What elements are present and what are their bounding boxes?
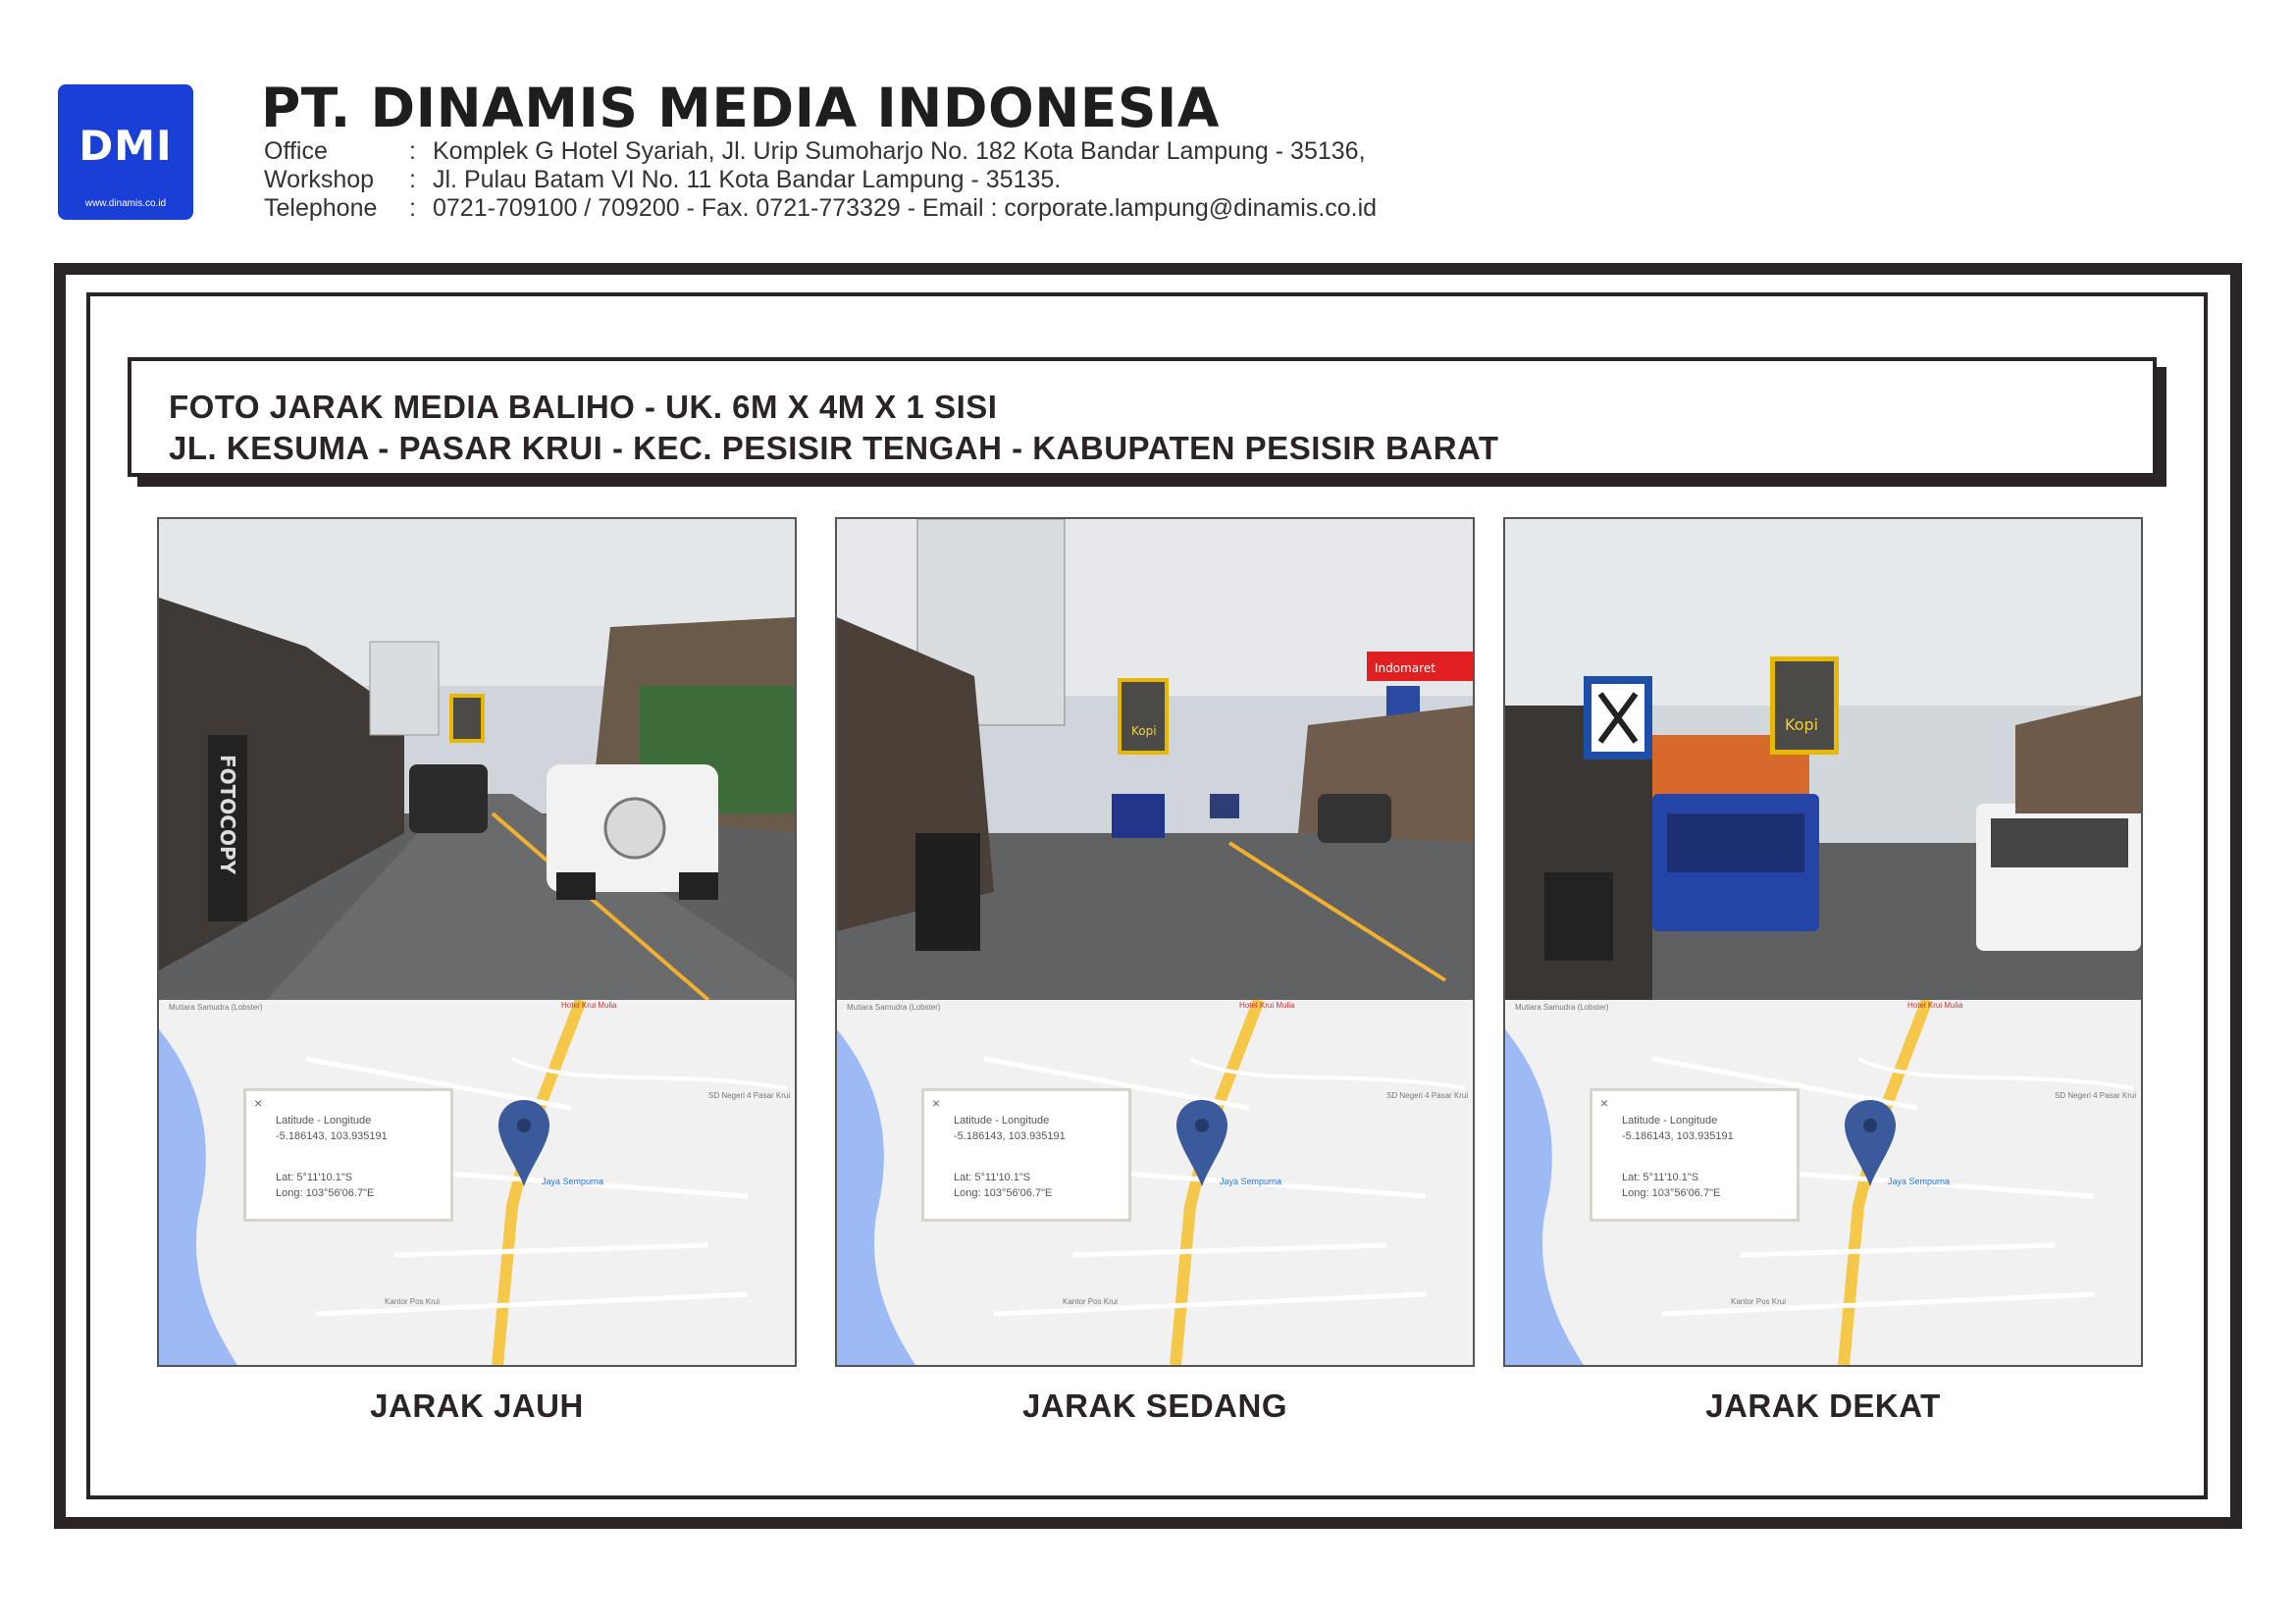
info-key: Telephone [264, 194, 378, 222]
svg-text:Kantor Pos Krui: Kantor Pos Krui [1063, 1297, 1119, 1306]
map-near [1505, 1000, 2141, 1365]
popup-long: Long: 103°56'06.7"E [1622, 1187, 1721, 1199]
company-name: PT. DINAMIS MEDIA INDONESIA [261, 77, 1220, 139]
svg-text:Jaya Sempurna: Jaya Sempurna [1220, 1177, 1282, 1186]
panel-near [1503, 517, 2143, 1367]
svg-text:Kantor Pos Krui: Kantor Pos Krui [1731, 1297, 1787, 1306]
panel-medium [835, 517, 1475, 1367]
photo-near [1505, 519, 2141, 1000]
info-sep: : [409, 194, 416, 222]
svg-text:Kopi: Kopi [1785, 715, 1819, 734]
popup-lat: Lat: 5°11'10.1"S [1622, 1172, 1699, 1183]
logo-mark: DMI [78, 122, 173, 170]
svg-text:Jaya Sempurna: Jaya Sempurna [542, 1177, 604, 1186]
title-box [128, 357, 2157, 477]
indomaret-sign: Indomaret [1375, 661, 1435, 675]
popup-latlng-label: Latitude - Longitude [276, 1115, 372, 1126]
info-key: Workshop [264, 166, 375, 193]
popup-lat: Lat: 5°11'10.1"S [276, 1172, 353, 1183]
svg-text:Mutiara Samudra (Lobster): Mutiara Samudra (Lobster) [847, 1003, 941, 1012]
popup-latlng-value: -5.186143, 103.935191 [954, 1130, 1066, 1142]
popup-long: Long: 103°56'06.7"E [954, 1187, 1053, 1199]
map-popup [921, 1088, 1131, 1222]
info-row-telephone [264, 194, 1377, 223]
svg-text:Hotel Krui Mulia: Hotel Krui Mulia [561, 1001, 617, 1010]
info-value: 0721-709100 / 709200 - Fax. 0721-773329 - Email : corporate.lampung@dinamis.co.id [433, 194, 1378, 222]
info-sep: : [409, 166, 416, 193]
photo-far [159, 519, 795, 1000]
title-line-2: JL. KESUMA - PASAR KRUI - KEC. PESISIR TENGAH - KABUPATEN PESISIR BARAT [169, 430, 1499, 466]
svg-text:Hotel Krui Mulia: Hotel Krui Mulia [1239, 1001, 1295, 1010]
svg-text:SD Negeri 4 Pasar Krui: SD Negeri 4 Pasar Krui [708, 1091, 791, 1100]
photo-medium [837, 519, 1473, 1000]
svg-text:Kantor Pos Krui: Kantor Pos Krui [385, 1297, 441, 1306]
svg-text:SD Negeri 4 Pasar Krui: SD Negeri 4 Pasar Krui [1386, 1091, 1469, 1100]
popup-lat: Lat: 5°11'10.1"S [954, 1172, 1031, 1183]
kopi-sign: Kopi [1131, 724, 1157, 738]
popup-latlng-label: Latitude - Longitude [954, 1115, 1050, 1126]
popup-latlng-value: -5.186143, 103.935191 [276, 1130, 388, 1142]
svg-text:Mutiara Samudra (Lobster): Mutiara Samudra (Lobster) [169, 1003, 263, 1012]
popup-long: Long: 103°56'06.7"E [276, 1187, 375, 1199]
map-medium [837, 1000, 1473, 1365]
map-popup [243, 1088, 453, 1222]
info-row-workshop [264, 166, 1377, 194]
logo-url: www.dinamis.co.id [84, 198, 167, 209]
caption-far: JARAK JAUH [370, 1388, 584, 1424]
info-sep: : [409, 137, 416, 165]
info-value: Jl. Pulau Batam VI No. 11 Kota Bandar Lampung - 35135. [433, 166, 1062, 193]
svg-text:SD Negeri 4 Pasar Krui: SD Negeri 4 Pasar Krui [2055, 1091, 2137, 1100]
info-row-office [264, 137, 1377, 166]
caption-medium: JARAK SEDANG [1021, 1388, 1288, 1424]
company-info [264, 137, 1377, 223]
svg-text:Hotel Krui Mulia: Hotel Krui Mulia [1907, 1001, 1963, 1010]
panel-far [157, 517, 797, 1367]
map-far [159, 1000, 795, 1365]
popup-close-icon[interactable]: × [932, 1095, 941, 1111]
svg-text:Jaya Sempurna: Jaya Sempurna [1888, 1177, 1951, 1186]
company-logo [58, 84, 193, 220]
map-popup [1590, 1088, 1800, 1222]
popup-latlng-label: Latitude - Longitude [1622, 1115, 1718, 1126]
caption-near: JARAK DEKAT [1705, 1388, 1941, 1424]
info-value: Komplek G Hotel Syariah, Jl. Urip Sumoharjo No. 182 Kota Bandar Lampung - 35136, [433, 137, 1366, 165]
popup-close-icon[interactable]: × [1600, 1095, 1609, 1111]
popup-close-icon[interactable]: × [254, 1095, 263, 1111]
popup-latlng-value: -5.186143, 103.935191 [1622, 1130, 1734, 1142]
info-key: Office [264, 137, 328, 165]
svg-text:Mutiara Samudra (Lobster): Mutiara Samudra (Lobster) [1515, 1003, 1609, 1012]
fotocopy-sign: FOTOCOPY [216, 755, 239, 875]
title-line-1: FOTO JARAK MEDIA BALIHO - UK. 6M X 4M X 1 SISI [169, 389, 998, 425]
